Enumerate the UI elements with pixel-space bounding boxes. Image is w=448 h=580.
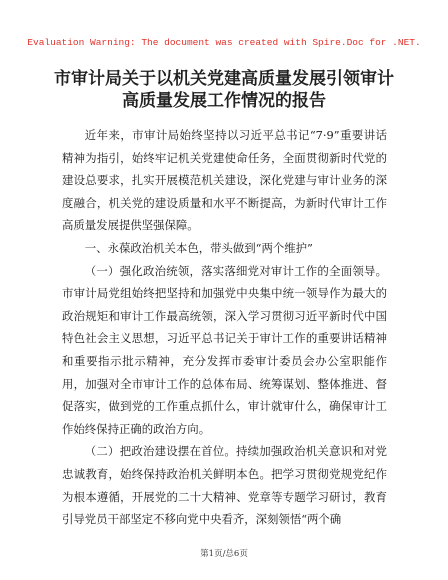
document-body — [62, 124, 387, 531]
evaluation-warning: Evaluation Warning: The document was created with Spire.Doc for .NET. — [27, 37, 421, 48]
title-line-2: 高质量发展工作情况的报告 — [122, 91, 326, 111]
section-heading-1: 一、永葆政治机关本色，带头做到“两个维护” — [84, 240, 313, 255]
document-title — [40, 68, 408, 112]
page-number-footer: 第1页/总6页 — [200, 549, 248, 559]
title-line-1: 市审计局关于以机关党建高质量发展引领审计 — [54, 69, 394, 89]
paragraph-intro: 近年来，市审计局始终坚持以习近平总书记“7·9”重要讲话精神为指引，始终牢记机关党建使命任务，全面贯彻新时代党的建设总要求，扎实开展模范机关建设，深化党建与审计业务的深度融合，机关党的建设质量和水平不断提高，为新时代审计工作高质量发展提供坚强保障。 — [62, 128, 387, 233]
paragraph-political-construction: （二）把政治建设摆在首位。持续加强政治机关意识和对党忠诚教育，始终保持政治机关鲜明本色。把学习贯彻党规党纪作为根本遵循，开展党的二十大精神、党章等专题学习研讨，教育引导党员干部坚定不移向党中央看齐，深刻领悟“两个确 — [62, 444, 387, 527]
paragraph-political-leadership: （一）强化政治统领，落实落细党对审计工作的全面领导。市审计局党组始终把坚持和加强党中央集中统一领导作为最大的政治规矩和审计工作最高统领，深入学习贯彻习近平新时代中国特色社会主义思想，习近平总书记关于审计工作的重要讲话精神和重要指示批示精神，充分发挥市委审计委员会办公室职能作用，加强对全市审计工作的总体布局、统筹谋划、整体推进、督促落实，做到党的工作重点抓什么，审计就审什么，确保审计工作始终保持正确的政治方向。 — [62, 263, 387, 436]
